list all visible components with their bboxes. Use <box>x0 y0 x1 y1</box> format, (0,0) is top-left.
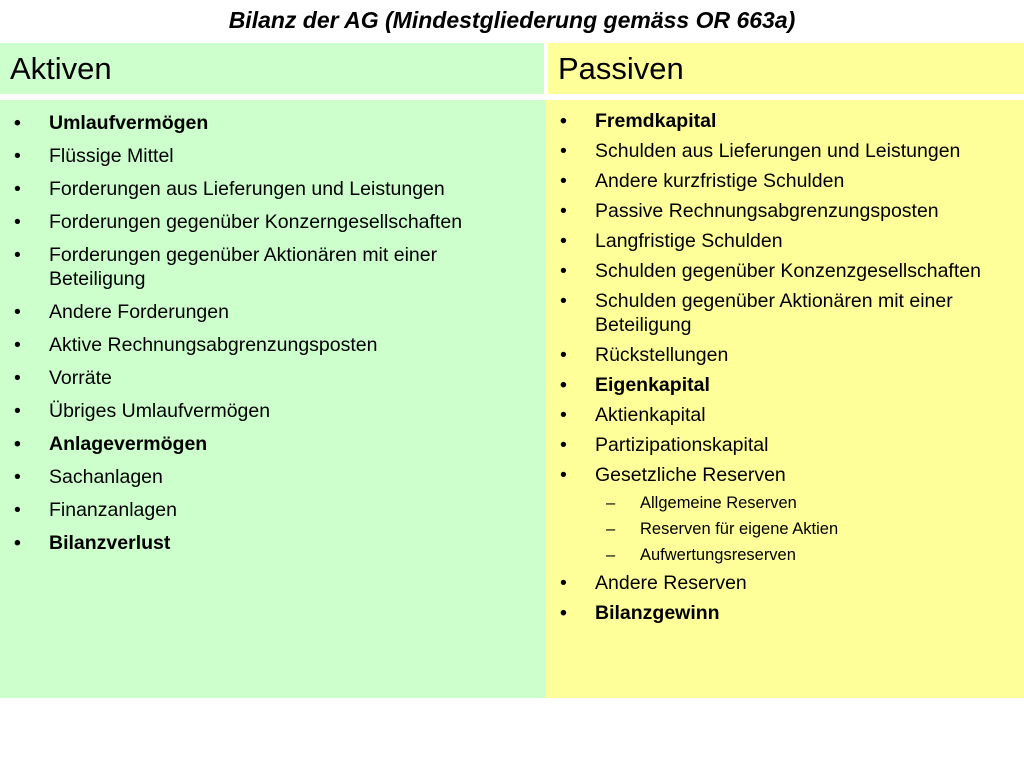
bullet-icon: • <box>14 301 21 323</box>
list-item-label: Forderungen gegenüber Konzerngesellschaften <box>49 211 463 233</box>
bullet-icon: • <box>560 434 567 456</box>
list-item-label: Reserven für eigene Aktien <box>640 520 839 538</box>
list-item <box>546 403 1018 427</box>
list-item <box>0 465 536 489</box>
list-item-label: Forderungen gegenüber Aktionären mit einer Beteiligung <box>49 244 438 290</box>
list-item-label: Vorräte <box>49 367 112 389</box>
list-item-label: Langfristige Schulden <box>595 230 783 252</box>
list-item-label: Passive Rechnungsabgrenzungsposten <box>595 200 939 222</box>
list-item <box>0 432 536 456</box>
list-item <box>546 373 1018 397</box>
bullet-icon: • <box>560 404 567 426</box>
sub-list-item <box>546 545 1018 565</box>
list-item-label: Übriges Umlaufvermögen <box>49 400 271 422</box>
dash-icon: – <box>606 520 616 538</box>
list-item <box>546 343 1018 367</box>
bullet-icon: • <box>14 334 21 356</box>
list-item <box>0 399 536 423</box>
bullet-icon: • <box>14 400 21 422</box>
passiven-list <box>546 100 1024 698</box>
list-item <box>546 259 1018 283</box>
bullet-icon: • <box>560 110 567 132</box>
bullet-icon: • <box>14 532 21 554</box>
list-item-label: Aufwertungsreserven <box>640 546 796 564</box>
list-item <box>546 199 1018 223</box>
list-item <box>546 139 1018 163</box>
list-item <box>0 333 536 357</box>
list-item <box>546 289 1018 337</box>
bullet-icon: • <box>560 200 567 222</box>
bullet-icon: • <box>14 145 21 167</box>
list-item <box>0 210 536 234</box>
bullet-icon: • <box>560 230 567 252</box>
list-item <box>546 433 1018 457</box>
list-item <box>546 229 1018 253</box>
list-item-label: Schulden gegenüber Aktionären mit einer Beteiligung <box>595 290 953 336</box>
list-item <box>0 243 536 291</box>
sub-list-item <box>546 493 1018 513</box>
bullet-icon: • <box>560 464 567 486</box>
bullet-icon: • <box>560 572 567 594</box>
list-item-label: Andere Reserven <box>595 572 747 594</box>
list-item <box>0 177 536 201</box>
list-item-label: Schulden aus Lieferungen und Leistungen <box>595 140 961 162</box>
bullet-icon: • <box>14 367 21 389</box>
list-item-label: Bilanzverlust <box>49 532 171 554</box>
aktiven-header: Aktiven <box>0 43 544 94</box>
list-item-label: Rückstellungen <box>595 344 729 366</box>
list-item-label: Schulden gegenüber Konzenzgesellschaften <box>595 260 981 282</box>
bullet-icon: • <box>14 211 21 233</box>
bullet-icon: • <box>560 170 567 192</box>
list-item-label: Partizipationskapital <box>595 434 769 456</box>
list-item <box>0 144 536 168</box>
list-item-label: Andere kurzfristige Schulden <box>595 170 845 192</box>
dash-icon: – <box>606 494 616 512</box>
list-item-label: Anlagevermögen <box>49 433 208 455</box>
bullet-icon: • <box>560 344 567 366</box>
list-item <box>546 463 1018 487</box>
aktiven-list <box>0 100 546 698</box>
list-item-label: Aktienkapital <box>595 404 706 426</box>
list-item-label: Fremdkapital <box>595 110 717 132</box>
bullet-icon: • <box>560 602 567 624</box>
list-item-label: Eigenkapital <box>595 374 710 396</box>
bullet-icon: • <box>14 433 21 455</box>
list-item-label: Andere Forderungen <box>49 301 229 323</box>
bullet-icon: • <box>14 178 21 200</box>
dash-icon: – <box>606 546 616 564</box>
list-item <box>0 498 536 522</box>
list-item <box>0 111 536 135</box>
list-item-label: Gesetzliche Reserven <box>595 464 786 486</box>
bullet-icon: • <box>560 290 567 312</box>
list-item-label: Aktive Rechnungsabgrenzungsposten <box>49 334 378 356</box>
list-item <box>0 300 536 324</box>
sub-list-item <box>546 519 1018 539</box>
bullet-icon: • <box>14 499 21 521</box>
list-item <box>546 169 1018 193</box>
list-item <box>546 109 1018 133</box>
list-item <box>546 571 1018 595</box>
list-item <box>0 531 536 555</box>
slide-title: Bilanz der AG (Mindestgliederung gemäss OR 663a) <box>228 7 796 33</box>
bullet-icon: • <box>560 374 567 396</box>
bullet-icon: • <box>14 466 21 488</box>
list-item <box>546 601 1018 625</box>
bullet-icon: • <box>14 112 21 134</box>
list-item-label: Forderungen aus Lieferungen und Leistungen <box>49 178 445 200</box>
list-item-label: Umlaufvermögen <box>49 112 209 134</box>
list-item-label: Finanzanlagen <box>49 499 177 521</box>
list-item-label: Bilanzgewinn <box>595 602 720 624</box>
passiven-header: Passiven <box>548 43 1024 94</box>
bullet-icon: • <box>560 140 567 162</box>
bullet-icon: • <box>560 260 567 282</box>
list-item-label: Sachanlagen <box>49 466 163 488</box>
bullet-icon: • <box>14 244 21 266</box>
list-item-label: Allgemeine Reserven <box>640 494 797 512</box>
list-item <box>0 366 536 390</box>
list-item-label: Flüssige Mittel <box>49 145 174 167</box>
